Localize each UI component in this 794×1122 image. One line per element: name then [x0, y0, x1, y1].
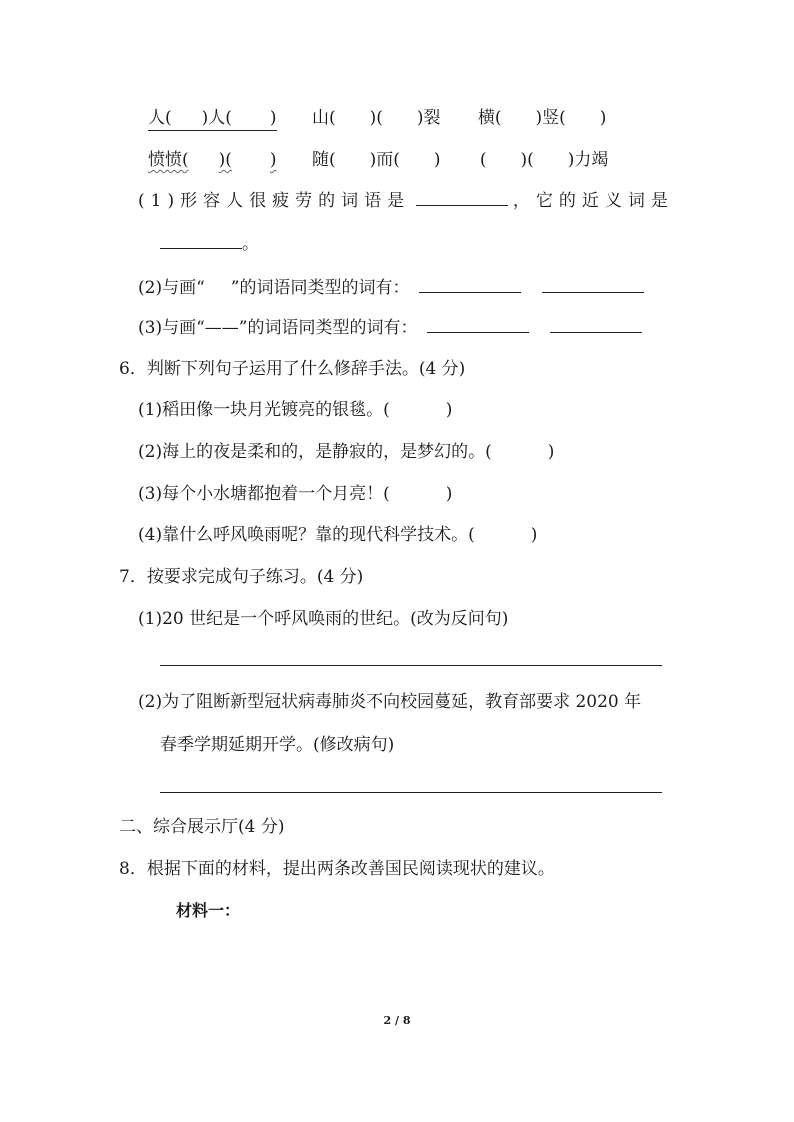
material-1-label: 材料一： [176, 901, 241, 920]
idiom-sui: 随( )而( ) [311, 150, 441, 170]
q8-title: 8．根据下面的材料，提出两条改善国民阅读现状的建议。 [119, 859, 555, 879]
answer-blank[interactable] [160, 232, 242, 249]
answer-blank[interactable] [416, 189, 508, 206]
answer-blank[interactable] [419, 276, 521, 293]
answer-blank[interactable] [427, 316, 529, 333]
page-number: 2 / 8 [383, 1014, 411, 1027]
idiom-heng: 横( )竖( ) [477, 108, 607, 128]
idiom-row-2 [148, 148, 608, 172]
idiom-shan: 山( )( )裂 [311, 108, 441, 128]
q6-title: 6．判断下列句子运用了什么修辞手法。(4 分) [119, 359, 466, 379]
idiom-row-1 [148, 106, 606, 131]
q6-item-2: (2)海上的夜是柔和的，是静寂的，是梦幻的。( ) [138, 442, 555, 462]
q7-sub2-line1: (2)为了阻断新型冠状病毒肺炎不向校园蔓延，教育部要求 2020 年 [138, 692, 642, 712]
wavy-mark [205, 275, 231, 293]
idiom-fenfen: 愤愤( )( ) [148, 150, 277, 170]
q6-item-3: (3)每个小水塘都抱着一个月亮！( ) [138, 484, 453, 504]
q7-sub2-line2: 春季学期延期开学。(修改病句) [160, 735, 395, 755]
q6-item-1: (1)稻田像一块月光镀亮的银毯。( ) [138, 400, 453, 420]
answer-blank[interactable] [550, 316, 642, 333]
answer-line[interactable] [160, 665, 662, 666]
idiom-lijie: ( )( )力竭 [479, 150, 609, 170]
q7-sub1: (1)20 世纪是一个呼风唤雨的世纪。(改为反问句) [138, 609, 509, 629]
q5-sub1: (1)形容人很疲劳的词语是 ，它的近义词是 [138, 191, 674, 211]
q5-sub1-continued: 。 [160, 232, 259, 256]
answer-line[interactable] [160, 792, 662, 793]
q6-item-4: (4)靠什么呼风唤雨呢？靠的现代科学技术。( ) [138, 525, 538, 545]
section-2-title: 二、综合展示厅(4 分) [119, 817, 285, 837]
q5-sub2: (2)与画“ ”的词语同类型的词有： [138, 275, 644, 300]
q7-title: 7．按要求完成句子练习。(4 分) [119, 567, 364, 587]
q5-sub3: (3)与画“——”的词语同类型的词有： [138, 316, 642, 340]
idiom-renren: 人( )人( ) [148, 106, 277, 131]
answer-blank[interactable] [542, 276, 644, 293]
